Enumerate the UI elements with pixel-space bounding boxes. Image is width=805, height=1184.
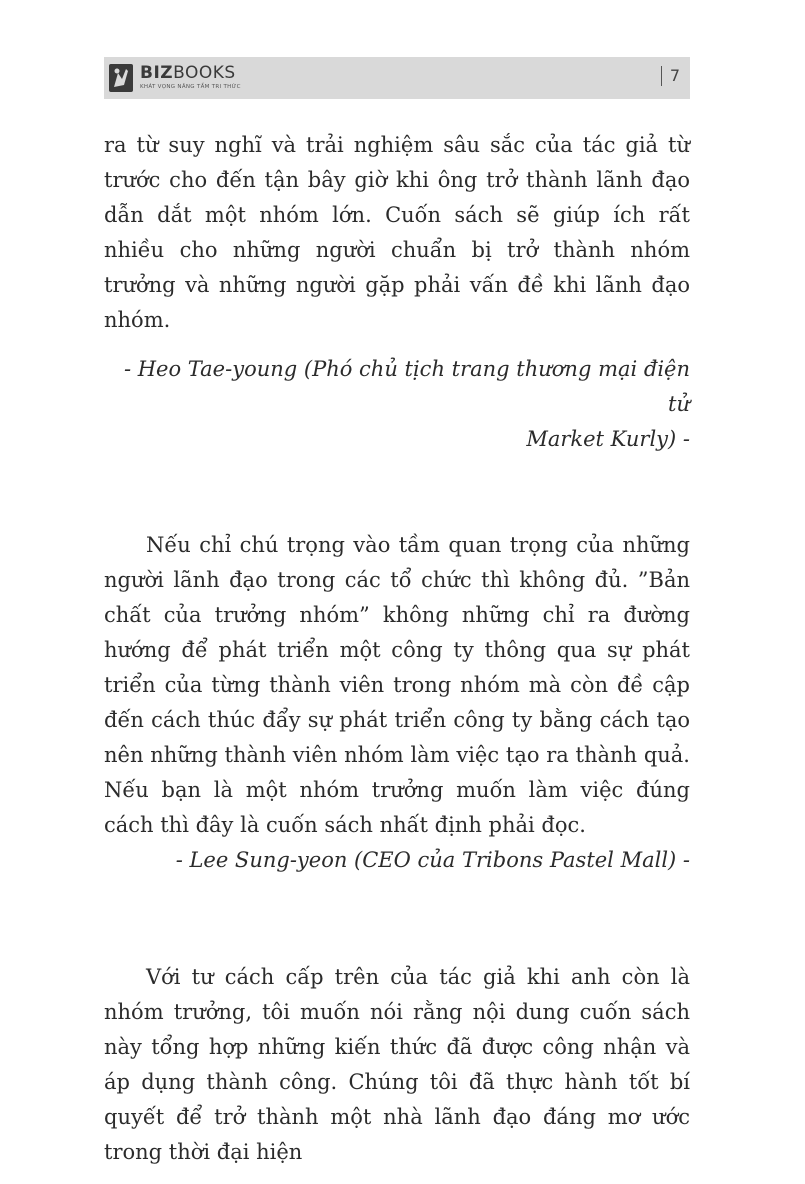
bizbooks-logo-icon <box>108 63 134 93</box>
page-body <box>104 128 690 1170</box>
page-number: 7 <box>661 66 680 86</box>
publisher-logo <box>108 63 241 93</box>
brand-name: BIZBOOKS <box>140 63 236 84</box>
paragraph-1: ra từ suy nghĩ và trải nghiệm sâu sắc của tác giả từ trước cho đến tận bây giờ khi ông trở thành lãnh đạo dẫn dắt một nhóm lớn. Cuốn sách sẽ giúp ích rất nhiều cho những người chuẩn bị trở thành nhóm trưởng và những người gặp phải vấn đề khi lãnh đạo nhóm. <box>104 133 690 332</box>
quote-attribution-1-line-1: - Heo Tae-young (Phó chủ tịch trang thương mại điện tử <box>123 357 690 416</box>
quote-attribution-1-line-2: Market Kurly) - <box>526 427 690 451</box>
paragraph-2: Nếu chỉ chú trọng vào tầm quan trọng của những người lãnh đạo trong các tổ chức thì không đủ. ”Bản chất của trưởng nhóm” không những chỉ ra đường hướng để phát triển một công ty thông qua sự phát triển của từng thành viên trong nhóm mà còn đề cập đến cách thúc đẩy sự phát triển công ty bằng cách tạo nên những thành viên nhóm làm việc tạo ra thành quả. Nếu bạn là một nhóm trưởng muốn làm việc đúng cách thì đây là cuốn sách nhất định phải đọc. <box>104 533 690 837</box>
running-header <box>104 57 690 99</box>
brand-tagline: KHÁT VỌNG NÂNG TẦM TRI THỨC <box>140 84 241 91</box>
paragraph-3: Với tư cách cấp trên của tác giả khi anh còn là nhóm trưởng, tôi muốn nói rằng nội dung cuốn sách này tổng hợp những kiến thức đã được công nhận và áp dụng thành công. Chúng tôi đã thực hành tốt bí quyết để trở thành một nhà lãnh đạo đáng mơ ước trong thời đại hiện <box>104 965 690 1164</box>
quote-attribution-2: - Lee Sung-yeon (CEO của Tribons Pastel Mall) - <box>175 848 690 872</box>
